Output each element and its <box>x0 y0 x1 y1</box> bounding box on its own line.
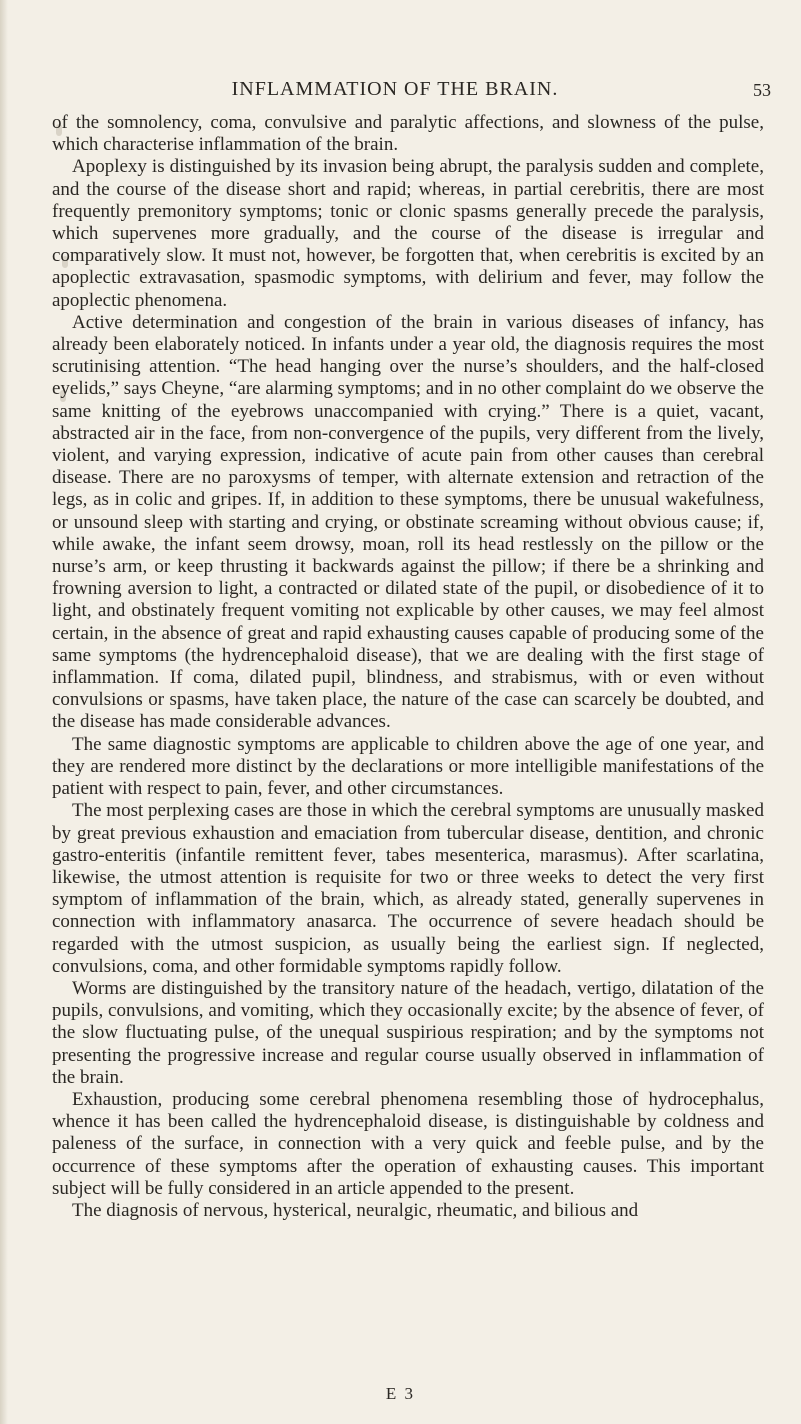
paragraph: Apoplexy is distinguished by its invasion being abrupt, the paralysis sudden and complete, and the course of the disease short and rapid; whereas, in partial cerebritis, there are most frequently premonitory symptoms; tonic or clonic spasms generally precede the paralysis, which supervenes more gradually, and the course of the disease is irregular and comparatively slow. It must not, however, be forgotten that, when cerebritis is excited by an apoplectic extravasation, spasmodic symptoms, with delirium and fever, may follow the apoplectic phenomena. <box>52 156 764 311</box>
paragraph: Exhaustion, producing some cerebral phenomena resembling those of hydrocephalus, whence it has been called the hydrencephaloid disease, is distinguishable by coldness and paleness of the surface, in connection with a very quick and feeble pulse, and by the occurrence of these symptoms after the operation of exhausting causes. This important subject will be fully considered in an article appended to the present. <box>52 1088 764 1199</box>
paragraph: The most perplexing cases are those in which the cerebral symptoms are unusually masked by great previous exhaustion and emaciation from tubercular disease, dentition, and chronic gastro-enteritis (infantile remittent fever, tabes mesenterica, marasmus). After scarlatina, likewise, the utmost attention is requisite for two or three weeks to detect the very first symptom of inflammation of the brain, which, as already stated, generally supervenes in connection with inflammatory anasarca. The occurrence of severe headach should be regarded with the utmost suspicion, as usually being the earliest sign. If neglected, convulsions, coma, and other formidable symptoms rapidly follow. <box>52 800 764 977</box>
body-text <box>52 112 764 1222</box>
page-edge-shadow <box>0 0 8 1424</box>
paragraph: of the somnolency, coma, convulsive and paralytic affections, and slowness of the pulse, which characterise inflammation of the brain. <box>52 112 764 156</box>
page-number: 53 <box>753 80 771 100</box>
paragraph: Active determination and congestion of the brain in various diseases of infancy, has already been elaborately noticed. In infants under a year old, the diagnosis requires the most scrutinising attention. “The head hanging over the nurse’s shoulders, and the half-closed eyelids,” says Cheyne, “are alarming symptoms; and in no other complaint do we observe the same knitting of the eyebrows unaccompanied with crying.” There is a quiet, vacant, abstracted air in the face, from non-convergence of the pupils, very different from the lively, violent, and varying expression, indicative of acute pain from other causes than cerebral disease. There are no paroxysms of temper, with alternate extension and retraction of the legs, as in colic and gripes. If, in addition to these symptoms, there be unusual wakefulness, or unsound sleep with starting and crying, or obstinate screaming without obvious cause; if, while awake, the infant seem drowsy, moan, roll its head restlessly on the pillow or the nurse’s arm, or keep thrusting it backwards against the pillow; if there be a shrinking and frowning aversion to light, a contracted or dilated state of the pupil, or disobedience of it to light, and obstinately frequent vomiting not explicable by other causes, we may feel almost certain, in the absence of great and rapid exhausting causes capable of producing some of the same symptoms (the hydrencephaloid disease), that we are dealing with the first stage of inflammation. If coma, dilated pupil, blindness, and strabismus, with or even without convulsions or spasms, have taken place, the nature of the case can scarcely be doubted, and the disease has made considerable advances. <box>52 311 764 733</box>
running-head: INFLAMMATION OF THE BRAIN. <box>231 78 559 100</box>
paragraph: The diagnosis of nervous, hysterical, neuralgic, rheumatic, and bilious and <box>72 1199 639 1221</box>
paragraph: The same diagnostic symptoms are applicable to children above the age of one year, and they are rendered more distinct by the declarations or more intelligible manifestations of the patient with respect to pain, fever, and other circumstances. <box>52 733 764 800</box>
paragraph: Worms are distinguished by the transitory nature of the headach, vertigo, dilatation of the pupils, convulsions, and vomiting, which they occasionally excite; by the absence of fever, of the slow fluctuating pulse, of the unequal suspirious respiration; and by the symptoms not presenting the progressive increase and regular course usually observed in inflammation of the brain. <box>52 977 764 1088</box>
signature-mark: E 3 <box>385 1384 416 1403</box>
